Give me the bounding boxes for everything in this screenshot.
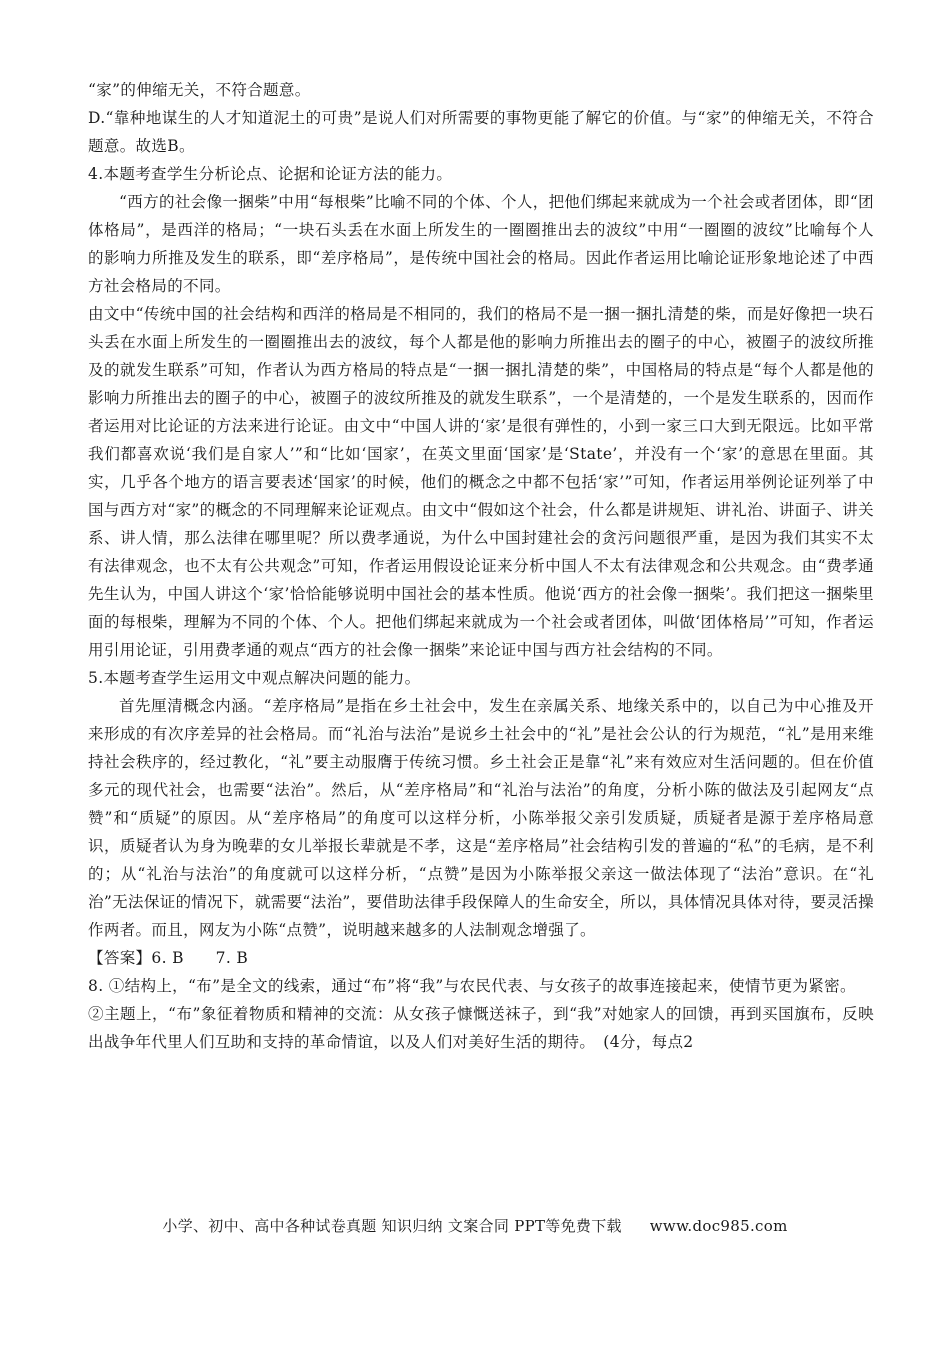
paragraph-q8-point-1: 8. ①结构上，“布”是全文的线索，通过“布”将“我”与农民代表、与女孩子的故事连接起来，使情节更为紧密。	[88, 977, 856, 995]
paragraph-q4-metaphor: “西方的社会像一捆柴”中用“每根柴”比喻不同的个体、个人，把他们绑起来就成为一个社会或者团体，即“团体格局”，是西洋的格局；“一块石头丢在水面上所发生的一圈圈推出去的波纹”中用“一圈圈的波纹”比喻每个人的影响力所推及发生的联系，即“差序格局”，是传统中国社会的格局。因此作者运用比喻论证形象地论述了中西方社会格局的不同。	[88, 193, 874, 295]
paragraph-option-c-tail: “家”的伸缩无关，不符合题意。	[88, 81, 311, 99]
page-footer	[0, 1215, 950, 1236]
paragraph-answers-6-7: 【答案】6. B 7. B	[88, 949, 249, 967]
paragraph-q4-heading: 4.本题考查学生分析论点、论据和论证方法的能力。	[88, 165, 453, 183]
paragraph-q8-point-2: ②主题上，“布”象征着物质和精神的交流：从女孩子慷慨送袜子，到“我”对她家人的回馈，再到买国旗布，反映出战争年代里人们互助和支持的革命情谊，以及人们对美好生活的期待。 (4分，每点2	[88, 1005, 874, 1051]
paragraph-q5-heading: 5.本题考查学生运用文中观点解决问题的能力。	[88, 669, 421, 687]
paragraph-q4-methods: 由文中“传统中国的社会结构和西洋的格局是不相同的，我们的格局不是一捆一捆扎清楚的柴，而是好像把一块石头丢在水面上所发生的一圈圈推出去的波纹，每个人都是他的影响力所推出去的圈子的中心，被圈子的波纹所推及的就发生联系”可知，作者认为西方格局的特点是“一捆一捆扎清楚的柴”，中国格局的特点是“每个人都是他的影响力所推出去的圈子的中心，被圈子的波纹所推及的就发生联系”，一个是清楚的，一个是发生联系的，因而作者运用对比论证的方法来进行论证。由文中“中国人讲的‘家’是很有弹性的，小到一家三口大到无限远。比如平常我们都喜欢说‘我们是自家人’”和“比如‘国家’，在英文里面‘国家’是‘State’，并没有一个‘家’的意思在里面。其实，几乎各个地方的语言要表述‘国家’的时候，他们的概念之中都不包括‘家’”可知，作者运用举例论证列举了中国与西方对“家”的概念的不同理解来论证观点。由文中“假如这个社会，什么都是讲规矩、讲礼治、讲面子、讲关系、讲人情，那么法律在哪里呢？所以费孝通说，为什么中国封建社会的贪污问题很严重，是因为我们其实不太有法律观念，也不太有公共观念”可知，作者运用假设论证来分析中国人不太有法律观念和公共观念。由“费孝通先生认为，中国人讲这个‘家’恰恰能够说明中国社会的基本性质。他说‘西方的社会像一捆柴’。我们把这一捆柴里面的每根柴，理解为不同的个体、个人。把他们绑起来就成为一个社会或者团体，叫做‘团体格局’”可知，作者运用引用论证，引用费孝通的观点“西方的社会像一捆柴”来论证中国与西方社会结构的不同。	[88, 305, 874, 659]
paragraph-q5-analysis: 首先厘清概念内涵。“差序格局”是指在乡土社会中，发生在亲属关系、地缘关系中的，以自己为中心推及开来形成的有次序差异的社会格局。而“礼治与法治”是说乡土社会中的“礼”是社会公认的行为规范，“礼”是用来维持社会秩序的，经过教化，“礼”要主动服膺于传统习惯。乡土社会正是靠“礼”来有效应对生活问题的。但在价值多元的现代社会，也需要“法治”。然后，从“差序格局”和“礼治与法治”的角度，分析小陈的做法及引起网友“点赞”和“质疑”的原因。从“差序格局”的角度可以这样分析，小陈举报父亲引发质疑，质疑者是源于差序格局意识，质疑者认为身为晚辈的女儿举报长辈就是不孝，这是“差序格局”社会结构引发的普遍的“私”的毛病，是不利的；从“礼治与法治”的角度就可以这样分析，“点赞”是因为小陈举报父亲这一做法体现了“法治”意识。在“礼治”无法保证的情况下，就需要“法治”，要借助法律手段保障人的生命安全，所以，具体情况具体对待，要灵活操作两者。而且，网友为小陈“点赞”，说明越来越多的人法制观念增强了。	[88, 697, 874, 939]
footer-text: 小学、初中、高中各种试卷真题 知识归纳 文案合同 PPT等免费下载	[162, 1217, 622, 1235]
footer-site: www.doc985.com	[649, 1217, 788, 1235]
paragraph-option-d: D.“靠种地谋生的人才知道泥土的可贵”是说人们对所需要的事物更能了解它的价值。与“家”的伸缩无关，不符合题意。故选B。	[88, 109, 874, 155]
answer-explanation-body	[88, 76, 874, 1056]
